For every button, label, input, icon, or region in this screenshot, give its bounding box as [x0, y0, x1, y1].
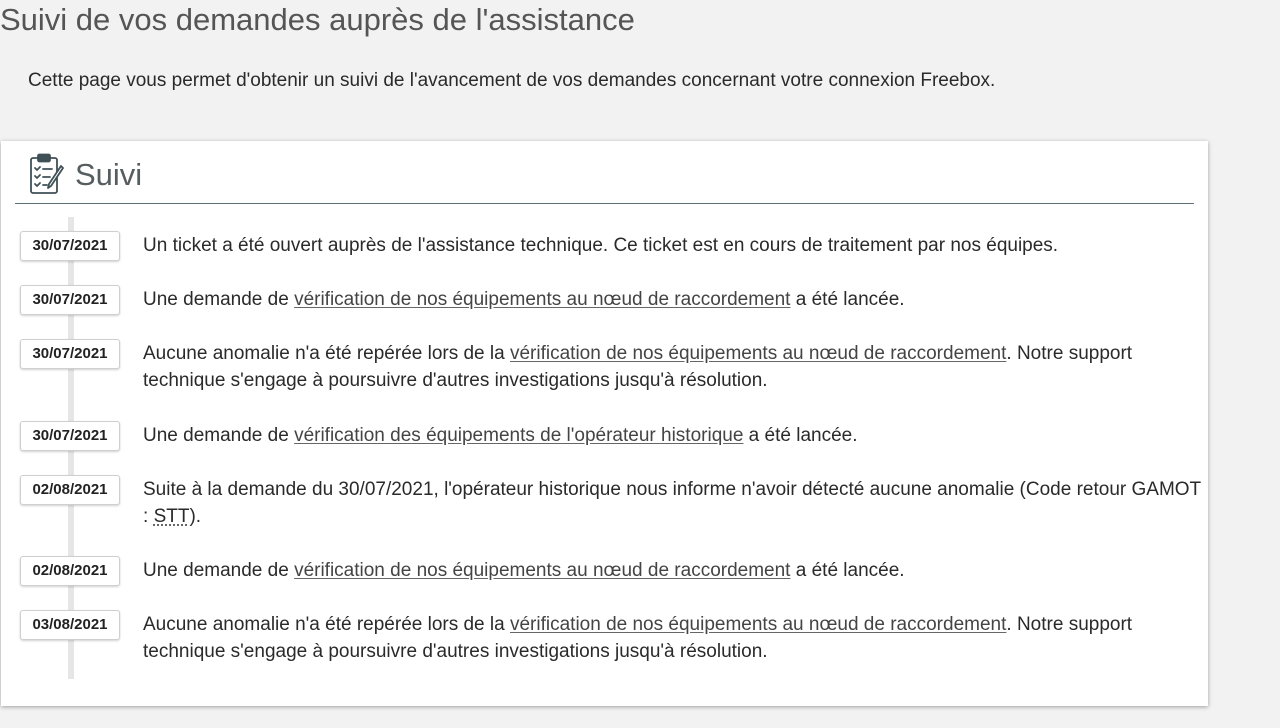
entry-text-after: . Notre support technique s'engage à poursuivre d'autres investigations jusqu'à résolution. [143, 343, 1133, 391]
clipboard-checklist-icon [28, 153, 64, 195]
date-badge: 30/07/2021 [20, 231, 120, 261]
page-intro: Cette page vous permet d'obtenir un suivi de l'avancement de vos demandes concernant votre connexion Freebox. [28, 70, 996, 91]
entry-text [143, 422, 1205, 449]
entry-text [143, 557, 1205, 584]
date-badge: 30/07/2021 [20, 285, 120, 315]
entry-text-after: a été lancée. [743, 425, 858, 446]
entry-text [143, 232, 1205, 259]
panel-title: Suivi [75, 157, 143, 192]
entry-message: Un ticket a été ouvert auprès de l'assistance technique. Ce ticket est en cours de traitement par nos équipes. [143, 235, 1059, 256]
entry-text [143, 611, 1205, 665]
entry-text-after: a été lancée. [790, 289, 905, 310]
page-title: Suivi de vos demandes auprès de l'assistance [0, 2, 635, 37]
entry-text-before: Une demande de [143, 425, 295, 446]
date-badge: 03/08/2021 [20, 610, 120, 640]
date-badge: 30/07/2021 [20, 339, 120, 369]
entry-text [143, 286, 1205, 313]
entry-text-before: Une demande de [143, 560, 295, 581]
entry-text-after: a été lancée. [790, 560, 905, 581]
entry-text-before: Aucune anomalie n'a été repérée lors de la [143, 614, 510, 635]
entry-text-before: Aucune anomalie n'a été repérée lors de la [143, 343, 510, 364]
date-badge: 30/07/2021 [20, 421, 120, 451]
tracking-panel [1, 141, 1208, 706]
entry-text-after: ). [189, 506, 202, 527]
verification-link[interactable]: vérification de nos équipements au nœud de raccordement [509, 614, 1007, 635]
verification-link[interactable]: vérification des équipements de l'opérateur historique [294, 425, 744, 446]
verification-link[interactable]: vérification de nos équipements au nœud de raccordement [294, 560, 791, 581]
verification-link[interactable]: vérification de nos équipements au nœud de raccordement [509, 343, 1007, 364]
entry-text-before: Suite à la demande du 30/07/2021, l'opérateur historique nous informe n'avoir détecté aucune anomalie (Code retour GAMOT : [143, 479, 1201, 527]
entry-text-before: Une demande de [143, 289, 295, 310]
panel-header [15, 141, 1194, 204]
entry-text [143, 476, 1205, 530]
date-badge: 02/08/2021 [20, 556, 120, 586]
entry-text-after: . Notre support technique s'engage à poursuivre d'autres investigations jusqu'à résolution. [143, 614, 1133, 662]
return-code-abbr: STT [153, 506, 190, 527]
date-badge: 02/08/2021 [20, 475, 120, 505]
verification-link[interactable]: vérification de nos équipements au nœud de raccordement [294, 289, 791, 310]
entry-text [143, 340, 1205, 394]
